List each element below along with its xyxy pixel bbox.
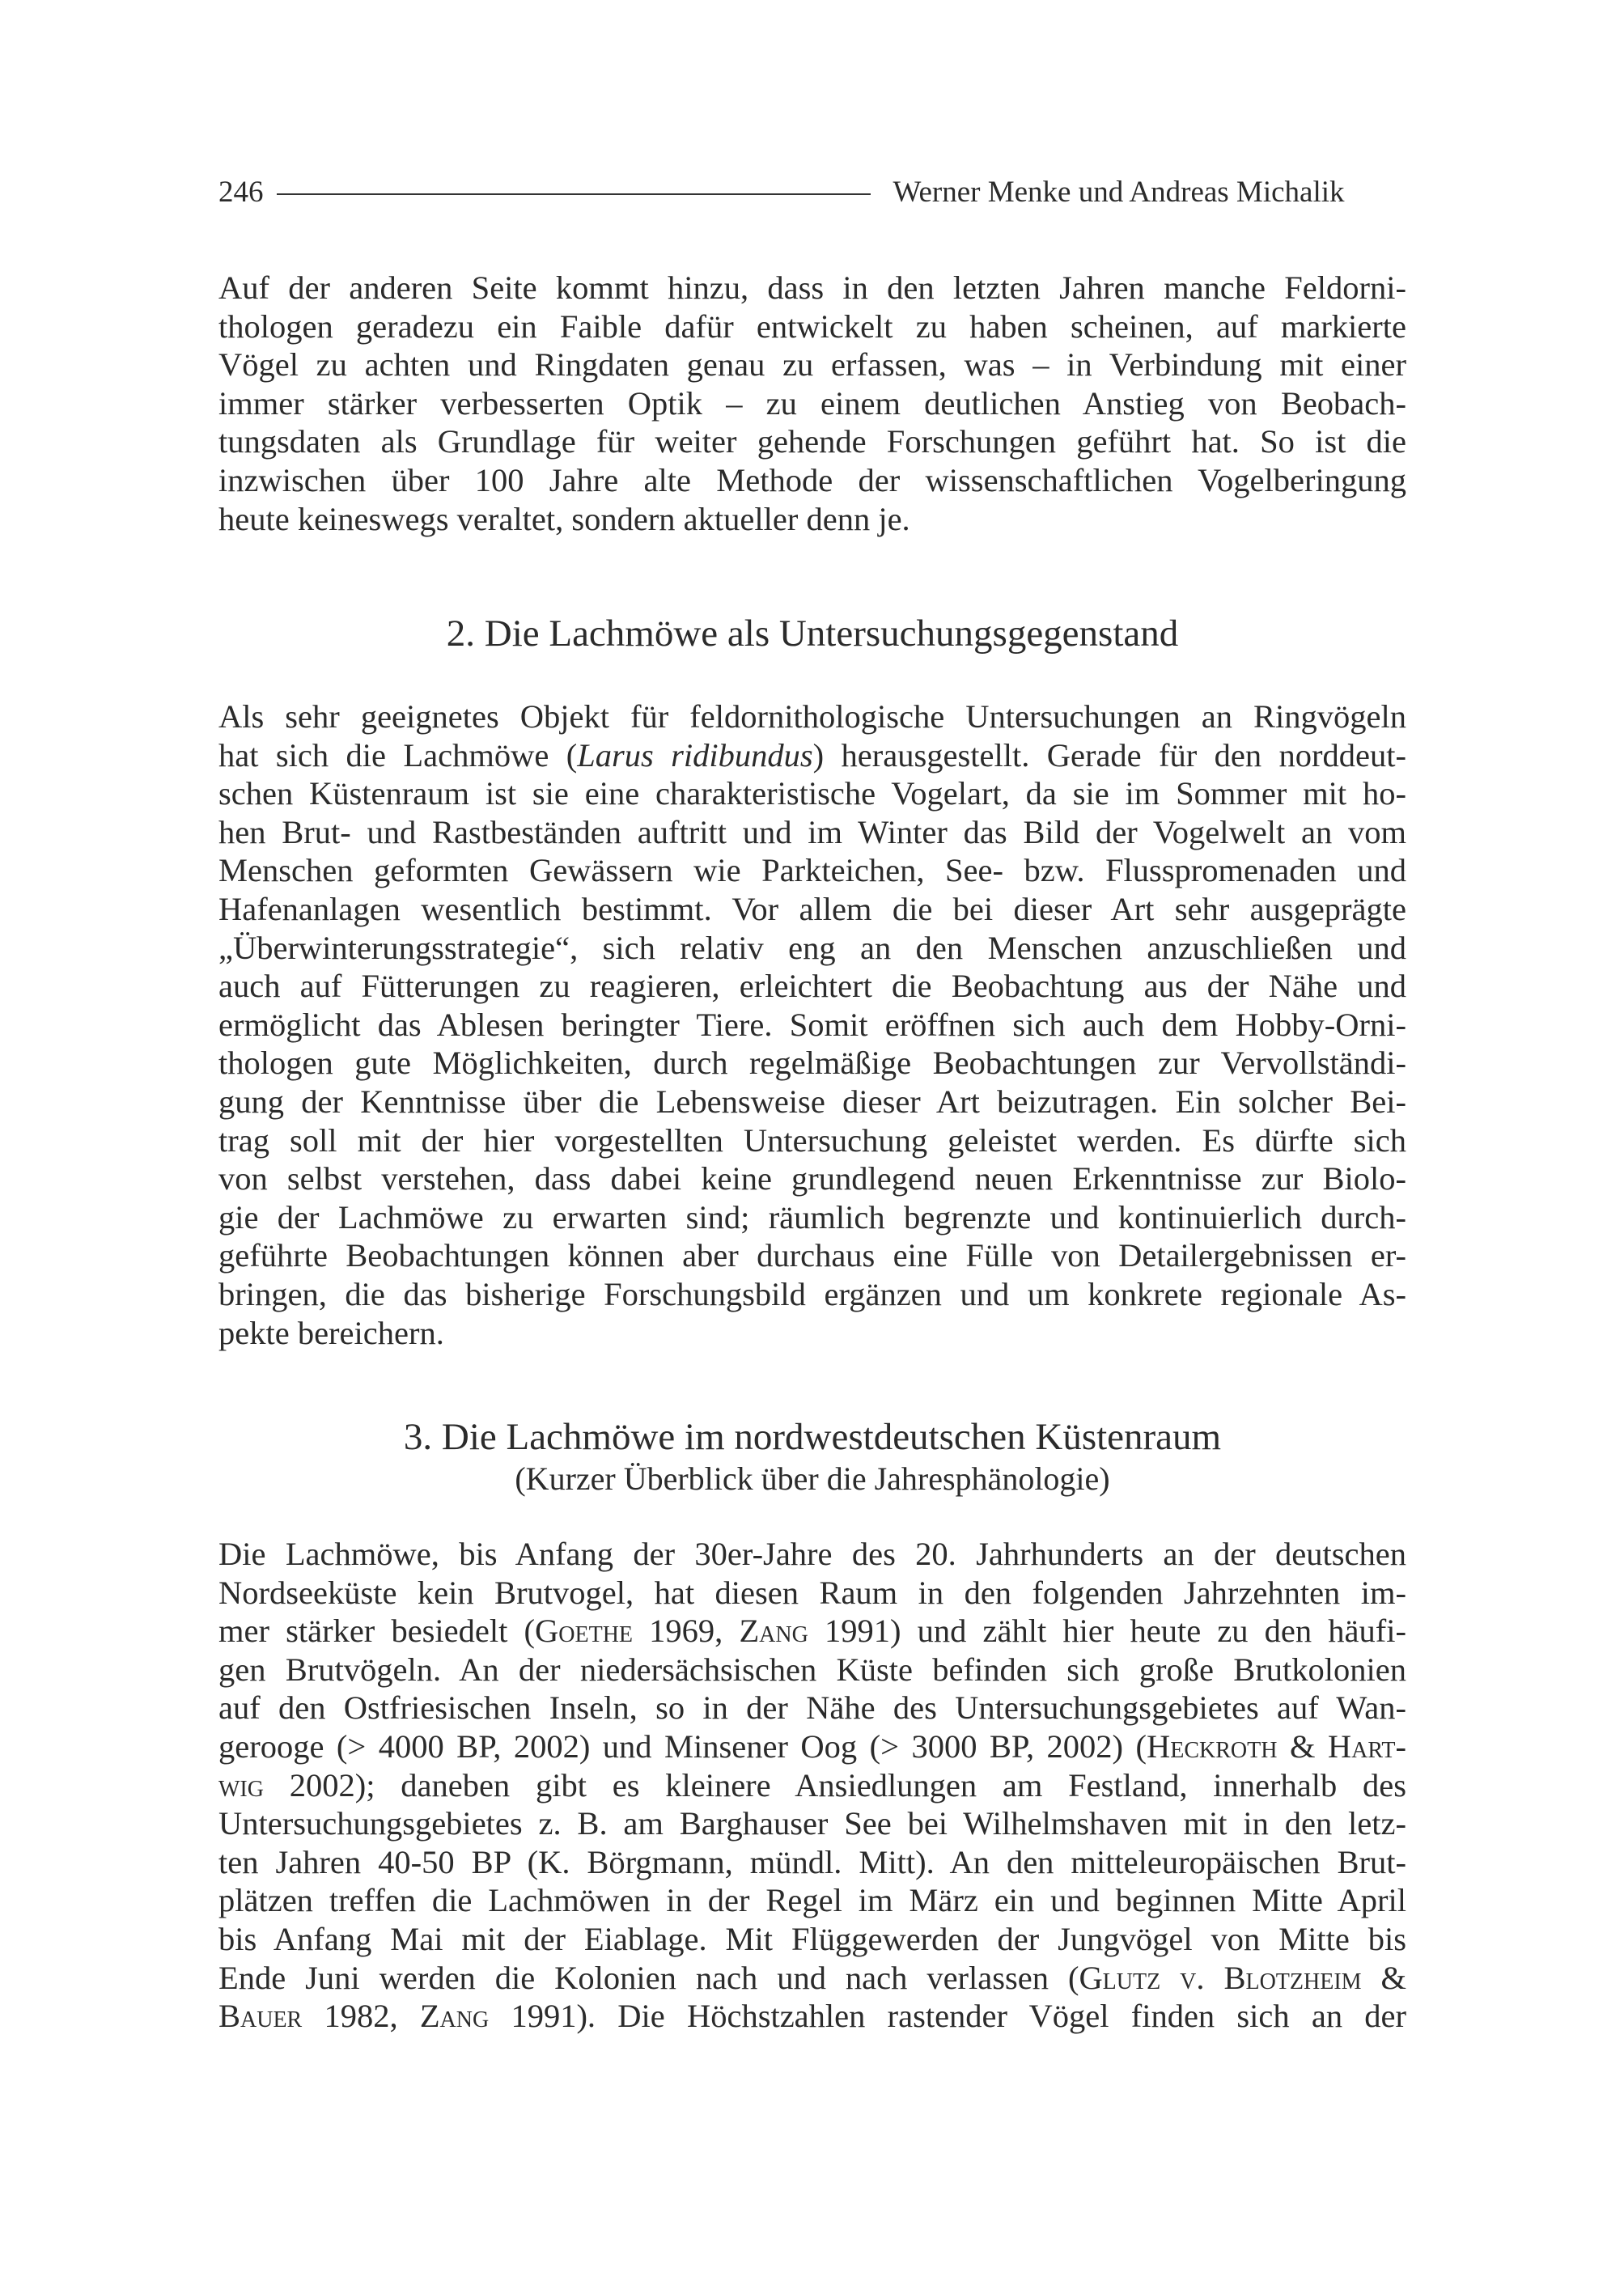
text-line: Hafenanlagen wesentlich bestimmt. Vor allem die bei dieser Art sehr ausgeprägte xyxy=(218,890,1406,927)
text-line: schen Küstenraum ist sie eine charakteristische Vogelart, da sie im Sommer mit ho- xyxy=(218,775,1406,812)
text-line: Als sehr geeignetes Objekt für feldornithologische Untersuchungen an Ringvögeln xyxy=(218,698,1406,735)
page-number: 246 xyxy=(218,175,264,209)
text-line: von selbst verstehen, dass dabei keine grundlegend neuen Erkenntnisse zur Biolo- xyxy=(218,1160,1406,1197)
text-line: „Überwinterungsstrategie“, sich relativ eng an den Menschen anzuschließen und xyxy=(218,929,1406,966)
section-3-heading: 3. Die Lachmöwe im nordwestdeutschen Küstenraum xyxy=(403,1416,1222,1458)
running-header xyxy=(218,172,1406,212)
text-line: thologen gute Möglichkeiten, durch regelmäßige Beobachtungen zur Vervollständi- xyxy=(218,1045,1406,1082)
text-line: heute keineswegs veraltet, sondern aktueller denn je. xyxy=(218,500,910,537)
text-line: inzwischen über 100 Jahre alte Methode der wissenschaftlichen Vogelberingung xyxy=(218,461,1406,498)
header-rule xyxy=(277,193,871,195)
text-line: geführte Beobachtungen können aber durchaus eine Fülle von Detailergebnissen er- xyxy=(218,1237,1406,1274)
page xyxy=(218,0,1406,2293)
text-line: gie der Lachmöwe zu erwarten sind; räumlich begrenzte und kontinuierlich durch- xyxy=(218,1198,1406,1236)
text-line: gerooge (> 4000 BP, 2002) und Minsener Oog (> 3000 BP, 2002) (Heckroth & Hart- xyxy=(218,1727,1406,1765)
text-line: gung der Kenntnisse über die Lebensweise dieser Art beizutragen. Ein solcher Bei- xyxy=(218,1083,1406,1120)
text-line: Ende Juni werden die Kolonien nach und nach verlassen (Glutz v. Blotzheim & xyxy=(218,1959,1406,1996)
text-line: Untersuchungsgebietes z. B. am Barghauser See bei Wilhelmshaven mit in den letz- xyxy=(218,1805,1406,1842)
text-line: plätzen treffen die Lachmöwen in der Regel im März ein und beginnen Mitte April xyxy=(218,1882,1406,1919)
text-line: bringen, die das bisherige Forschungsbild ergänzen und um konkrete regionale As- xyxy=(218,1275,1406,1312)
text-line: auf den Ostfriesischen Inseln, so in der Nähe des Untersuchungsgebietes auf Wan- xyxy=(218,1689,1406,1727)
text-line: ten Jahren 40-50 BP (K. Börgmann, mündl. Mitt). An den mitteleuropäischen Brut- xyxy=(218,1843,1406,1880)
intro-paragraph xyxy=(218,269,1406,538)
text-line: gen Brutvögeln. An der niedersächsischen Küste befinden sich große Brutkolonien xyxy=(218,1651,1406,1688)
section-2-paragraph xyxy=(218,697,1406,1352)
text-line: pekte bereichern. xyxy=(218,1314,444,1351)
text-line: trag soll mit der hier vorgestellten Untersuchung geleistet werden. Es dürfte sich xyxy=(218,1121,1406,1159)
text-line: wig 2002); daneben gibt es kleinere Ansiedlungen am Festland, innerhalb des xyxy=(218,1766,1406,1803)
text-line: Auf der anderen Seite kommt hinzu, dass in den letzten Jahren manche Feldorni- xyxy=(218,269,1406,306)
section-3-subheading: (Kurzer Überblick über die Jahresphänologie) xyxy=(515,1460,1110,1497)
text-line: Bauer 1982, Zang 1991). Die Höchstzahlen rastender Vögel finden sich an der xyxy=(218,1998,1407,2035)
text-line: mer stärker besiedelt (Goethe 1969, Zang 1991) und zählt hier heute zu den häufi- xyxy=(218,1613,1407,1650)
text-line: hat sich die Lachmöwe (Larus ridibundus) herausgestellt. Gerade für den norddeut- xyxy=(218,736,1406,774)
text-line: Menschen geformten Gewässern wie Parkteichen, See- bzw. Flusspromenaden und xyxy=(218,852,1406,889)
text-line: thologen geradezu ein Faible dafür entwickelt zu haben scheinen, auf markierte xyxy=(218,307,1406,345)
header-authors: Werner Menke und Andreas Michalik xyxy=(893,175,1345,209)
section-3-paragraph xyxy=(218,1535,1406,2036)
text-line: immer stärker verbesserten Optik – zu einem deutlichen Anstieg von Beobach- xyxy=(218,384,1406,422)
section-2-heading: 2. Die Lachmöwe als Untersuchungsgegenstand xyxy=(446,612,1179,655)
text-line: Nordseeküste kein Brutvogel, hat diesen Raum in den folgenden Jahrzehnten im- xyxy=(218,1574,1406,1611)
text-line: Vögel zu achten und Ringdaten genau zu erfassen, was – in Verbindung mit einer xyxy=(218,346,1406,384)
text-line: ermöglicht das Ablesen beringter Tiere. Somit eröffnen sich auch dem Hobby-Orni- xyxy=(218,1006,1406,1043)
text-line: Die Lachmöwe, bis Anfang der 30er-Jahre des 20. Jahrhunderts an der deutschen xyxy=(218,1536,1406,1572)
text-line: bis Anfang Mai mit der Eiablage. Mit Flüggewerden der Jungvögel von Mitte bis xyxy=(218,1920,1406,1957)
text-line: tungsdaten als Grundlage für weiter gehende Forschungen geführt hat. So ist die xyxy=(218,423,1406,460)
text-line: auch auf Fütterungen zu reagieren, erleichtert die Beobachtung aus der Nähe und xyxy=(218,968,1406,1005)
text-line: hen Brut- und Rastbeständen auftritt und im Winter das Bild der Vogelwelt an vom xyxy=(218,813,1406,850)
